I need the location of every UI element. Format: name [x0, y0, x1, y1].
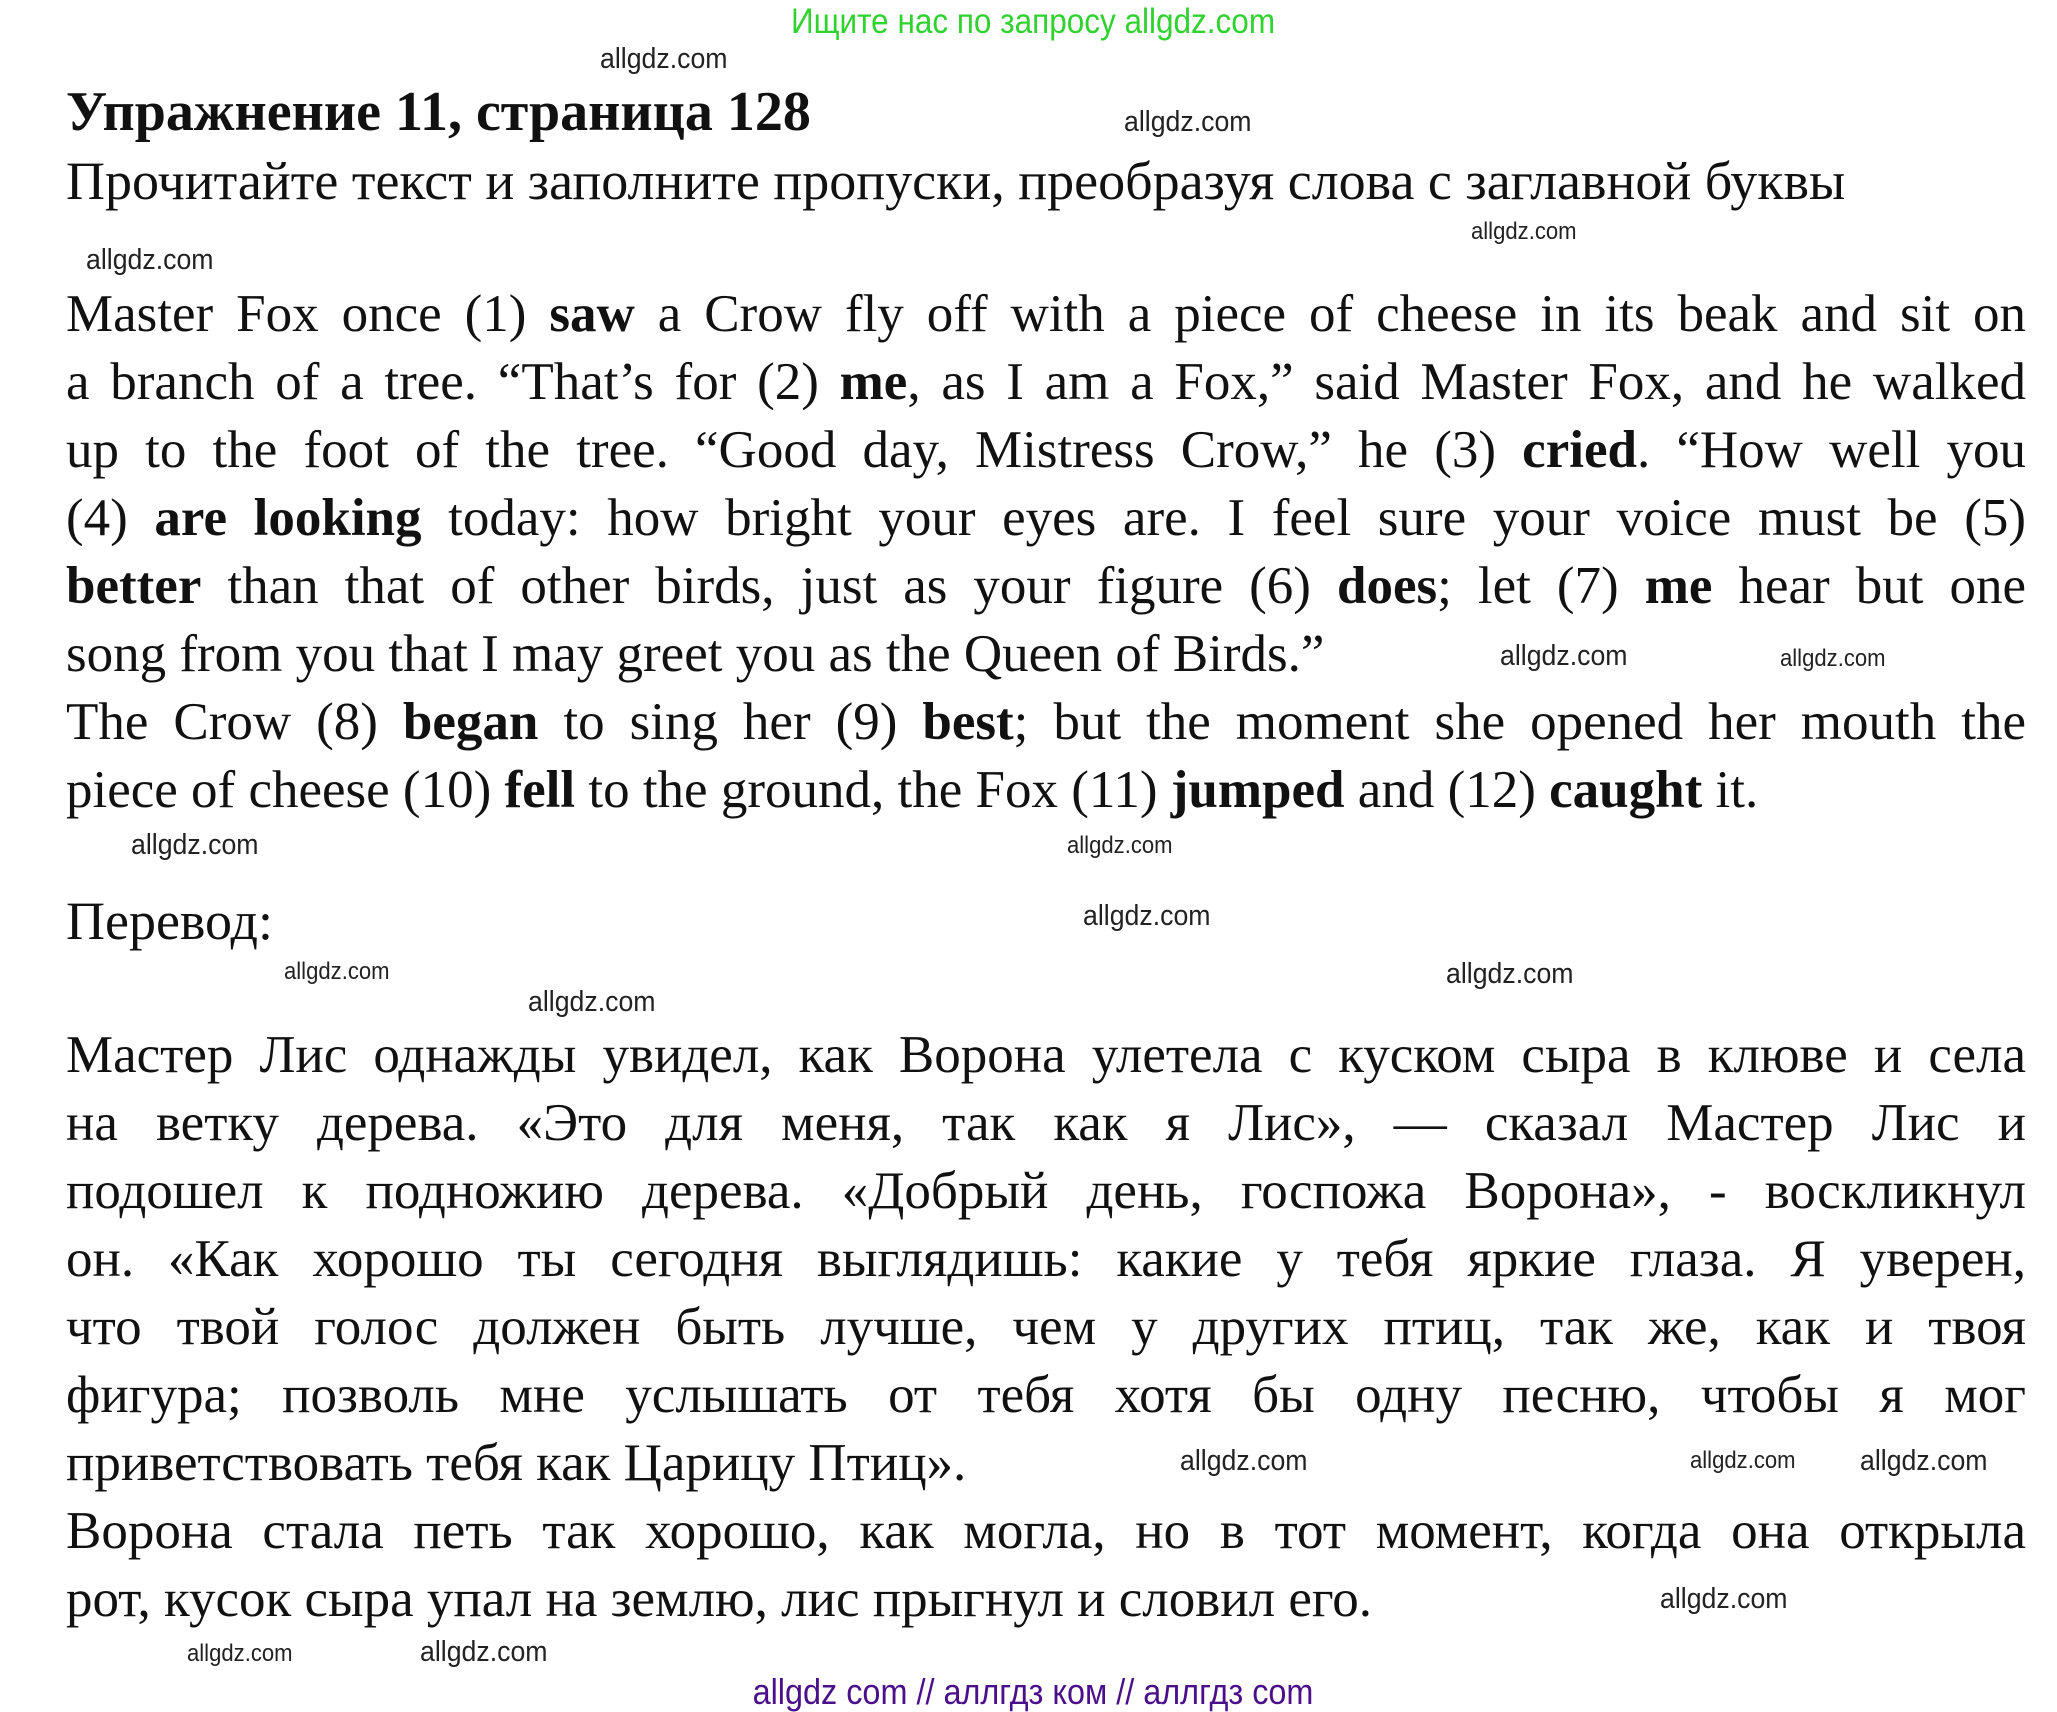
watermark: allgdz.com [420, 1636, 548, 1668]
answer-word: me [1644, 557, 1713, 615]
text-segment: ; but the moment she opened her mouth the [1013, 693, 2026, 751]
answer-word: began [402, 693, 539, 751]
text-line [66, 1293, 2026, 1361]
text-segment: up to the foot of the tree. “Good day, Mistress Crow,” he (3) [66, 421, 1523, 479]
text-line [66, 1225, 2026, 1293]
text-line [66, 1497, 2026, 1565]
text-segment: что твой голос должен быть лучше, чем у других птиц, так же, как и твоя [66, 1298, 2026, 1356]
text-segment: piece of cheese (10) [66, 761, 505, 819]
text-line [66, 1361, 2026, 1429]
answer-word: are looking [154, 489, 422, 547]
exercise-title: Упражнение 11, страница 128 [66, 81, 811, 143]
text-segment: ; let (7) [1437, 557, 1645, 615]
text-segment: на ветку дерева. «Это для меня, так как я Лис», — сказал Мастер Лис и [66, 1094, 2026, 1152]
watermark: allgdz.com [1083, 900, 1211, 932]
text-segment: приветствовать тебя как Царицу Птиц». [66, 1434, 967, 1492]
watermark: allgdz.com [1180, 1445, 1308, 1477]
text-segment: than that of other birds, just as your figure (6) [201, 557, 1337, 615]
text-line [66, 348, 2026, 416]
watermark: allgdz.com [1067, 832, 1173, 859]
answer-word: better [66, 557, 202, 615]
text-segment: (4) [66, 489, 155, 547]
text-segment: it. [1702, 761, 1759, 819]
text-line [66, 1021, 2026, 1089]
text-segment: . “How well you [1636, 421, 2027, 479]
answer-word: jumped [1170, 761, 1345, 819]
text-line [66, 688, 2026, 756]
exercise-instruction: Прочитайте текст и заполните пропуски, преобразуя слова с заглавной буквы [66, 151, 1846, 211]
watermark: allgdz.com [1690, 1447, 1796, 1474]
watermark: allgdz.com [1780, 645, 1886, 672]
answer-word: does [1337, 557, 1438, 615]
text-segment: подошел к подножию дерева. «Добрый день, госпожа Ворона», - воскликнул [66, 1162, 2026, 1220]
bottom-banner-link[interactable]: allgdz com // аллгдз ком // аллгдз com [752, 1671, 1314, 1712]
text-line [66, 1089, 2026, 1157]
watermark: allgdz.com [528, 986, 656, 1018]
text-segment: The Crow (8) [66, 693, 403, 751]
text-segment: рот, кусок сыра упал на землю, лис прыгнул и словил его. [66, 1570, 1373, 1628]
watermark: allgdz.com [1124, 106, 1252, 138]
watermark: allgdz.com [600, 43, 728, 75]
watermark: allgdz.com [86, 244, 214, 276]
text-line [66, 756, 2026, 824]
answer-word: caught [1549, 761, 1703, 819]
answer-word: saw [549, 285, 635, 343]
top-banner-link[interactable]: Ищите нас по запросу allgdz.com [790, 2, 1276, 41]
watermark: allgdz.com [1446, 958, 1574, 990]
watermark: allgdz.com [1500, 640, 1628, 672]
translation-label: Перевод: [66, 891, 273, 951]
watermark: allgdz.com [1660, 1583, 1788, 1615]
text-segment: and (12) [1344, 761, 1550, 819]
russian-translation [66, 1021, 2026, 1633]
text-line [66, 280, 2026, 348]
text-segment: , as I am a Fox,” said Master Fox, and he walked [907, 353, 2026, 411]
answer-word: me [839, 353, 908, 411]
text-line [66, 552, 2026, 620]
answer-word: fell [504, 761, 576, 819]
text-segment: to sing her (9) [538, 693, 923, 751]
english-text [66, 280, 2026, 824]
watermark: allgdz.com [284, 958, 390, 985]
text-segment: Master Fox once (1) [66, 285, 550, 343]
text-segment: hear but one [1712, 557, 2026, 615]
text-line [66, 484, 2026, 552]
text-segment: a branch of a tree. “That’s for (2) [66, 353, 840, 411]
text-segment: to the ground, the Fox (11) [575, 761, 1171, 819]
text-segment: фигура; позволь мне услышать от тебя хотя бы одну песню, чтобы я мог [66, 1366, 2026, 1424]
answer-word: cried [1522, 421, 1637, 479]
watermark: allgdz.com [131, 829, 259, 861]
text-segment: Мастер Лис однажды увидел, как Ворона улетела с куском сыра в клюве и села [66, 1026, 2026, 1084]
answer-word: best [922, 693, 1014, 751]
text-line [66, 1157, 2026, 1225]
text-segment: song from you that I may greet you as the Queen of Birds.” [66, 625, 1325, 683]
text-segment: today: how bright your eyes are. I feel sure your voice must be (5) [421, 489, 2026, 547]
watermark: allgdz.com [1471, 218, 1577, 245]
text-line [66, 620, 2026, 688]
text-segment: он. «Как хорошо ты сегодня выглядишь: какие у тебя яркие глаза. Я уверен, [66, 1230, 2026, 1288]
watermark: allgdz.com [1860, 1445, 1988, 1477]
text-line [66, 416, 2026, 484]
text-segment: a Crow fly off with a piece of cheese in its beak and sit on [634, 285, 2027, 343]
text-segment: Ворона стала петь так хорошо, как могла, но в тот момент, когда она открыла [66, 1502, 2026, 1560]
watermark: allgdz.com [187, 1640, 293, 1667]
